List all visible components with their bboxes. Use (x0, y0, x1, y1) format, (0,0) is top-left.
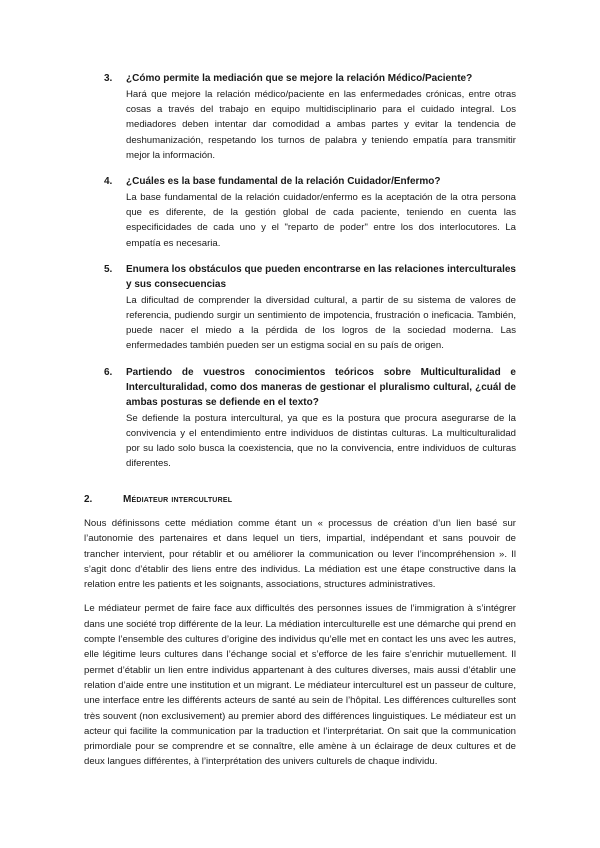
question-item (104, 71, 516, 163)
question-number: 4. (104, 176, 113, 188)
question-answer: Hará que mejore la relación médico/paciente en las enfermedades crónicas, entre otras cosas a través del trabajo en equipo multidisciplinario para el cuidado integral. Los mediadores deben intentar dar comodidad a ambas partes y evitar la tendencia de deshumanización, respetando los turnos de palabra y teniendo empatía para transmitir mejor la información. (126, 89, 516, 161)
section-paragraph: Le médiateur permet de faire face aux difficultés des personnes issues de l’immigration à s’intégrer dans une société trop différente de la leur. La médiation interculturelle est une démarche qui prend en compte l’ensemble des cultures d’origine des individus qu’elle met en contact les uns avec les autres, elle légitime leurs cultures dans l’échange social et s’efforce de les faire s’enrichir mutuellement. Il permet d’établir un lien entre individus appartenant à des cultures diverses, mais aussi d’établir une relation d’aide entre une institution et un migrant. Le médiateur interculturel est un passeur de culture, une interface entre les différents acteurs de santé au sein de l’hôpital. Les différences culturelles sont très souvent (non exclusivement) au premier abord des différences linguistiques. Le médiateur est un acteur qui facilite la communication par la traduction et l’interprétariat. On sait que la communication primordiale pour se comprendre et se connaître, elle amène à un éclairage de deux cultures et de deux langues différentes, à l’interprétation des univers culturels de chaque individu. (84, 603, 516, 768)
question-body (126, 71, 516, 163)
section-title: Médiateur interculturel (123, 494, 233, 505)
question-title: Partiendo de vuestros conocimientos teóricos sobre Multiculturalidad e Interculturalidad, como dos maneras de gestionar el pluralismo cultural, ¿cuál de ambas posturas se defiende en el texto? (126, 366, 516, 408)
question-item (104, 174, 516, 251)
question-body (126, 174, 516, 251)
question-answer: Se defiende la postura intercultural, ya que es la postura que procura asegurarse de la convivencia y el entendimiento entre individuos de distintas culturas. La multiculturalidad por su lado solo busca la coexistencia, que no la convivencia, entre individuos de culturas diferentes. (126, 412, 516, 470)
section-heading (84, 494, 516, 505)
section-paragraph: Nous définissons cette médiation comme étant un « processus de création d’un lien basé sur l’autonomie des partenaires et dans lequel un tiers, impartial, indépendant et sans pouvoir de trancher intervient, pour rétablir et ou améliorer la communication ou lever l’incompréhension ». Il s’agit donc d’établir des liens entre des individus. La médiation est une étape constructive dans la relation entre les patients et les soignants, associations, structures administratives. (84, 518, 516, 591)
question-answer: La base fundamental de la relación cuidador/enfermo es la aceptación de la otra persona que es diferente, de la gestión global de cada paciente, teniendo en cuenta las especificidades de cada uno y el "reparto de poder" entre los dos interlocutores. La empatía es necesaria. (126, 192, 516, 249)
question-item (104, 365, 516, 472)
question-answer: La dificultad de comprender la diversidad cultural, a partir de su sistema de valores de referencia, pudiendo surgir un sentimiento de impotencia, frustración o ineficacia. También, puede nacer el miedo a la pérdida de los logros de la sociedad moderna. Las enfermedades también pueden ser un estigma social en su país de origen. (126, 294, 516, 352)
question-item (104, 262, 516, 354)
question-number: 6. (104, 366, 113, 378)
section-mediateur (84, 494, 516, 779)
question-title: Enumera los obstáculos que pueden encontrarse en las relaciones interculturales y sus consecuencias (126, 263, 516, 290)
question-title: ¿Cuáles es la base fundamental de la relación Cuidador/Enfermo? (126, 176, 441, 188)
question-number: 3. (104, 73, 113, 84)
question-body (126, 262, 516, 354)
question-list (104, 71, 516, 482)
section-number: 2. (84, 494, 93, 505)
question-body (126, 365, 516, 472)
question-title: ¿Cómo permite la mediación que se mejore la relación Médico/Paciente? (126, 73, 473, 84)
question-number: 5. (104, 263, 113, 275)
